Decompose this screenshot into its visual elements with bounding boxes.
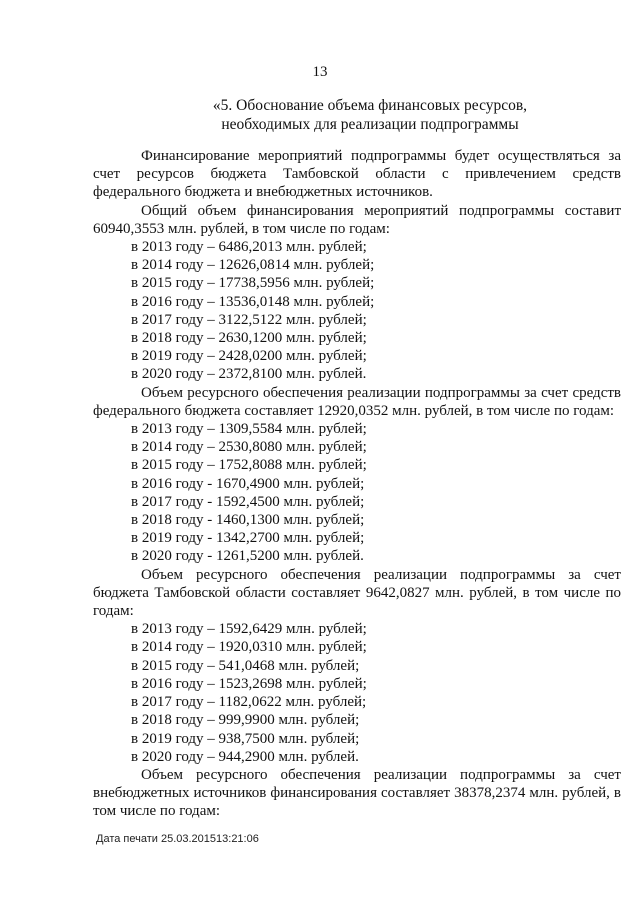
print-date-footer: Дата печати 25.03.201513:21:06 xyxy=(96,833,259,845)
list-item: в 2014 году – 2530,8080 млн. рублей; xyxy=(131,439,367,456)
list-item: в 2018 году - 1460,1300 млн. рублей; xyxy=(131,512,365,529)
list-item: в 2015 году – 541,0468 млн. рублей; xyxy=(131,657,360,674)
list-item: в 2017 году - 1592,4500 млн. рублей; xyxy=(131,493,365,510)
paragraph-intro: Финансирование мероприятий подпрограммы будет осуществляться за счет ресурсов бюджета Тамбовской области с привлечением средств федерального бюджета и внебюджетных источников. xyxy=(93,148,621,201)
list-item: в 2019 году - 1342,2700 млн. рублей; xyxy=(131,530,365,547)
list-item: в 2016 году - 1670,4900 млн. рублей; xyxy=(131,475,365,492)
list-item: в 2020 году – 2372,8100 млн. рублей. xyxy=(131,366,367,383)
heading-line-2: необходимых для реализации подпрограммы xyxy=(221,116,519,133)
list-item: в 2019 году – 2428,0200 млн. рублей; xyxy=(131,348,367,365)
federal-year-list xyxy=(93,420,621,566)
list-item: в 2016 году – 1523,2698 млн. рублей; xyxy=(131,675,367,692)
list-item: в 2018 году – 2630,1200 млн. рублей; xyxy=(131,330,367,347)
list-item: в 2014 году – 12626,0814 млн. рублей; xyxy=(131,257,375,274)
list-item: в 2014 году – 1920,0310 млн. рублей; xyxy=(131,639,367,656)
list-item: в 2020 году – 944,2900 млн. рублей. xyxy=(131,748,359,765)
list-item: в 2019 году – 938,7500 млн. рублей; xyxy=(131,730,360,747)
list-item: в 2013 году – 6486,2013 млн. рублей; xyxy=(131,239,367,256)
list-item: в 2018 году – 999,9900 млн. рублей; xyxy=(131,712,360,729)
list-item: в 2017 году – 1182,0622 млн. рублей; xyxy=(131,694,367,711)
list-item: в 2013 году – 1309,5584 млн. рублей; xyxy=(131,421,367,438)
paragraph-total: Общий объем финансирования мероприятий подпрограммы составит 60940,3553 млн. рублей, в том числе по годам: xyxy=(93,202,621,237)
list-item: в 2013 году – 1592,6429 млн. рублей; xyxy=(131,621,367,638)
regional-year-list xyxy=(93,620,621,766)
total-year-list xyxy=(93,238,621,384)
section-heading xyxy=(130,96,610,134)
paragraph-regional: Объем ресурсного обеспечения реализации подпрограммы за счет бюджета Тамбовской области составляет 9642,0827 млн. рублей, в том числе по годам: xyxy=(93,566,621,620)
list-item: в 2016 году – 13536,0148 млн. рублей; xyxy=(131,293,375,310)
paragraph-federal: Объем ресурсного обеспечения реализации подпрограммы за счет средств федерального бюджета составляет 12920,0352 млн. рублей, в том числе по годам: xyxy=(93,384,621,419)
document-body xyxy=(93,147,621,821)
heading-line-1: «5. Обоснование объема финансовых ресурсов, xyxy=(212,97,528,114)
list-item: в 2015 году – 17738,5956 млн. рублей; xyxy=(131,275,375,292)
paragraph-extrabudget: Объем ресурсного обеспечения реализации подпрограммы за счет внебюджетных источников финансирования составляет 38378,2374 млн. рублей, в том числе по годам: xyxy=(93,766,621,820)
list-item: в 2017 году – 3122,5122 млн. рублей; xyxy=(131,311,367,328)
list-item: в 2015 году – 1752,8088 млн. рублей; xyxy=(131,457,367,474)
list-item: в 2020 году - 1261,5200 млн. рублей. xyxy=(131,548,364,565)
page-number: 13 xyxy=(312,64,328,80)
